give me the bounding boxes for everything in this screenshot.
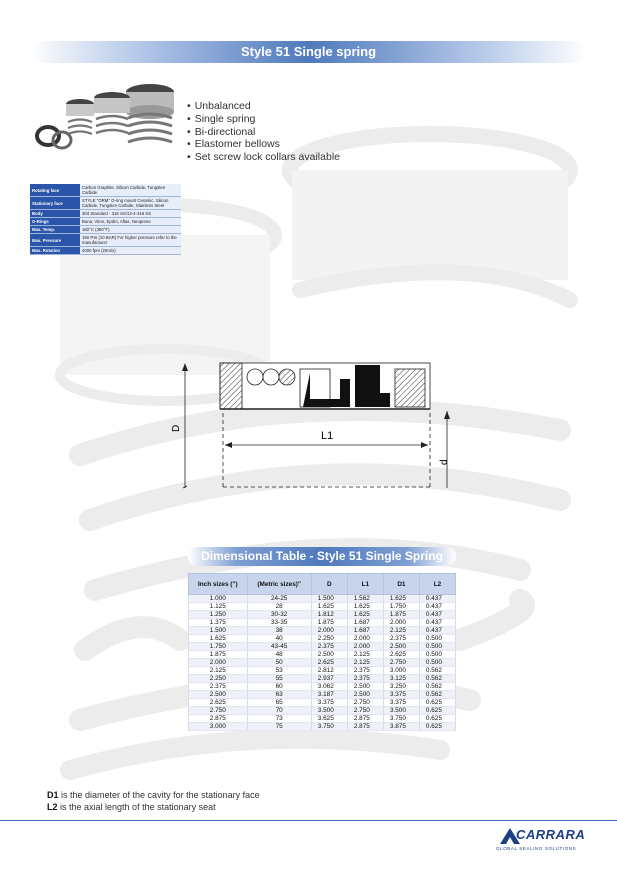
table-cell: 1.500 [311,595,347,603]
spec-value: 150 PSI (10 BAR) For higher pressure refer to the manufacturer [80,234,181,247]
table-cell: 0.500 [419,659,455,667]
table-cell: 1.750 [383,603,419,611]
dimensional-table [188,573,456,731]
table-cell: 2.500 [311,651,347,659]
table-cell: 1.625 [383,595,419,603]
table-row [189,619,456,627]
table-cell: 0.562 [419,667,455,675]
footnote-text: is the diameter of the cavity for the stationary face [58,790,260,800]
table-row [189,675,456,683]
column-header: L2 [419,574,455,595]
spec-value: STYLE "ORM" O-ring mount Ceramic, Silicon Carbide, Tungsten Carbide, Stainless Steel [80,197,181,210]
table-row [189,611,456,619]
table-cell: 60 [247,683,311,691]
table-cell: 0.437 [419,611,455,619]
table-cell: 55 [247,675,311,683]
table-row [189,691,456,699]
table-cell: 0.625 [419,723,455,731]
table-row [189,667,456,675]
footnotes [47,789,260,813]
table-cell: 2.250 [189,675,248,683]
spec-value: Carbon Graphite, Silicon Carbide, Tungsten Carbide [80,184,181,197]
table-cell: 48 [247,651,311,659]
footnote-l2 [47,801,260,813]
table-cell: 40 [247,635,311,643]
table-cell: 2.500 [189,691,248,699]
feature-item: • Single spring [187,113,340,126]
feature-item: • Unbalanced [187,100,340,113]
table-cell: 3.125 [383,675,419,683]
table-cell: 3.250 [383,683,419,691]
table-cell: 2.375 [347,675,383,683]
spec-row [30,247,181,255]
table-cell: 63 [247,691,311,699]
table-cell: 75 [247,723,311,731]
table-cell: 2.875 [189,715,248,723]
cross-section-drawing [171,355,475,495]
product-photo [32,74,180,174]
spec-label: Max. Pressure [30,234,80,247]
table-cell: 2.000 [347,643,383,651]
table-cell: 1.875 [383,611,419,619]
spec-row [30,226,181,234]
table-cell: 2.625 [383,651,419,659]
spec-label: Max. Temp. [30,226,80,234]
table-cell: 43-45 [247,643,311,651]
spec-label: Max. Rotation [30,247,80,255]
table-row [189,683,456,691]
spec-label: Rotating face [30,184,80,197]
page-title-bar [30,41,587,63]
brand-tagline: GLOBAL SEALING SOLUTIONS [496,846,577,851]
page-title: Style 51 Single spring [240,44,377,59]
table-cell: 1.687 [347,619,383,627]
table-cell: 33-35 [247,619,311,627]
spec-label: O-Rings [30,218,80,226]
table-cell: 2.375 [383,635,419,643]
spec-value: 304 Standard - 316 SS/13-4-316 SS [80,210,181,218]
table-cell: 0.625 [419,699,455,707]
column-header: D [311,574,347,595]
column-header: D1 [383,574,419,595]
table-cell: 0.500 [419,635,455,643]
table-cell: 0.562 [419,683,455,691]
column-header: (Metric sizes)" [247,574,311,595]
dimensional-table-title-bar [188,547,456,566]
table-cell: 2.250 [311,635,347,643]
table-cell: 2.500 [383,643,419,651]
table-cell: 2.875 [347,723,383,731]
feature-item: • Set screw lock collars available [187,151,340,164]
table-cell: 1.687 [347,627,383,635]
table-cell: 1.750 [189,643,248,651]
table-cell: 3.625 [311,715,347,723]
table-cell: 38 [247,627,311,635]
table-cell: 3.375 [383,691,419,699]
table-row [189,627,456,635]
table-row [189,651,456,659]
table-cell: 0.625 [419,707,455,715]
table-row [189,659,456,667]
table-row [189,707,456,715]
table-cell: 1.000 [189,595,248,603]
table-cell: 1.250 [189,611,248,619]
table-cell: 1.375 [189,619,248,627]
table-cell: 53 [247,667,311,675]
table-cell: 0.437 [419,595,455,603]
table-cell: 1.125 [189,603,248,611]
table-cell: 1.625 [347,603,383,611]
table-cell: 2.125 [347,659,383,667]
table-cell: 0.437 [419,619,455,627]
table-cell: 2.750 [347,707,383,715]
table-cell: 28 [247,603,311,611]
table-cell: 3.750 [311,723,347,731]
table-cell: 2.937 [311,675,347,683]
feature-item: • Elastomer bellows [187,138,340,151]
feature-list [187,100,340,164]
table-cell: 2.125 [347,651,383,659]
table-cell: 1.625 [311,603,347,611]
table-cell: 24-25 [247,595,311,603]
table-cell: 3.375 [311,699,347,707]
spec-label: Stationary face [30,197,80,210]
footnote-term: D1 [47,790,59,800]
table-cell: 1.875 [189,651,248,659]
table-cell: 0.625 [419,715,455,723]
table-row [189,603,456,611]
spec-value: Buna, Viton, Epdm, Aflas, Neoprene [80,218,181,226]
table-cell: 70 [247,707,311,715]
table-cell: 30-32 [247,611,311,619]
spec-row [30,184,181,197]
table-row [189,635,456,643]
table-cell: 3.500 [383,707,419,715]
table-cell: 2.125 [383,627,419,635]
table-cell: 2.000 [347,635,383,643]
table-cell: 2.000 [311,627,347,635]
table-cell: 0.500 [419,643,455,651]
table-cell: 3.000 [383,667,419,675]
table-cell: 3.875 [383,723,419,731]
table-row [189,715,456,723]
table-cell: 3.187 [311,691,347,699]
table-cell: 3.500 [311,707,347,715]
table-row [189,595,456,603]
footnote-term: L2 [47,802,58,812]
dimension-label-d-inner: d [439,459,450,465]
table-cell: 3.750 [383,715,419,723]
table-row [189,723,456,731]
table-cell: 65 [247,699,311,707]
table-cell: 2.750 [189,707,248,715]
footer-divider [0,820,617,821]
table-cell: 1.812 [311,611,347,619]
table-cell: 0.562 [419,691,455,699]
table-cell: 2.125 [189,667,248,675]
table-cell: 2.375 [311,643,347,651]
footnote-d1 [47,789,260,801]
table-cell: 2.500 [347,691,383,699]
table-cell: 1.625 [347,611,383,619]
table-cell: 2.375 [189,683,248,691]
table-header-row [189,574,456,595]
spec-label: Body [30,210,80,218]
table-cell: 2.375 [347,667,383,675]
table-cell: 0.500 [419,651,455,659]
dimension-label-d-outer: D [171,424,182,432]
table-cell: 2.000 [383,619,419,627]
table-cell: 0.437 [419,627,455,635]
table-cell: 50 [247,659,311,667]
specification-table [30,184,181,255]
table-row [189,643,456,651]
table-cell: 2.812 [311,667,347,675]
table-cell: 3.000 [189,723,248,731]
spec-value: 182°C (350°F) [80,226,181,234]
dimensional-table-title: Dimensional Table - Style 51 Single Spring [201,549,443,563]
table-cell: 2.875 [347,715,383,723]
feature-item: • Bi-directional [187,126,340,139]
table-cell: 2.500 [347,683,383,691]
table-cell: 2.750 [383,659,419,667]
table-row [189,699,456,707]
table-cell: 1.875 [311,619,347,627]
table-cell: 1.625 [189,635,248,643]
table-cell: 73 [247,715,311,723]
column-header: L1 [347,574,383,595]
spec-row [30,197,181,210]
table-cell: 3.062 [311,683,347,691]
table-cell: 2.750 [347,699,383,707]
table-cell: 2.625 [311,659,347,667]
spec-value: 4000 fpm (20m/s) [80,247,181,255]
spec-row [30,234,181,247]
table-cell: 1.562 [347,595,383,603]
table-cell: 2.000 [189,659,248,667]
spec-row [30,218,181,226]
dimension-label-l1: L1 [321,430,334,442]
dimensional-table-body [189,595,456,731]
table-cell: 0.562 [419,675,455,683]
brand-name: CARRARA [516,827,586,842]
table-cell: 3.375 [383,699,419,707]
table-cell: 2.625 [189,699,248,707]
table-cell: 1.500 [189,627,248,635]
table-cell: 0.437 [419,603,455,611]
footnote-text: is the axial length of the stationary seat [57,802,216,812]
spec-row [30,210,181,218]
column-header: Inch sizes (") [189,574,248,595]
